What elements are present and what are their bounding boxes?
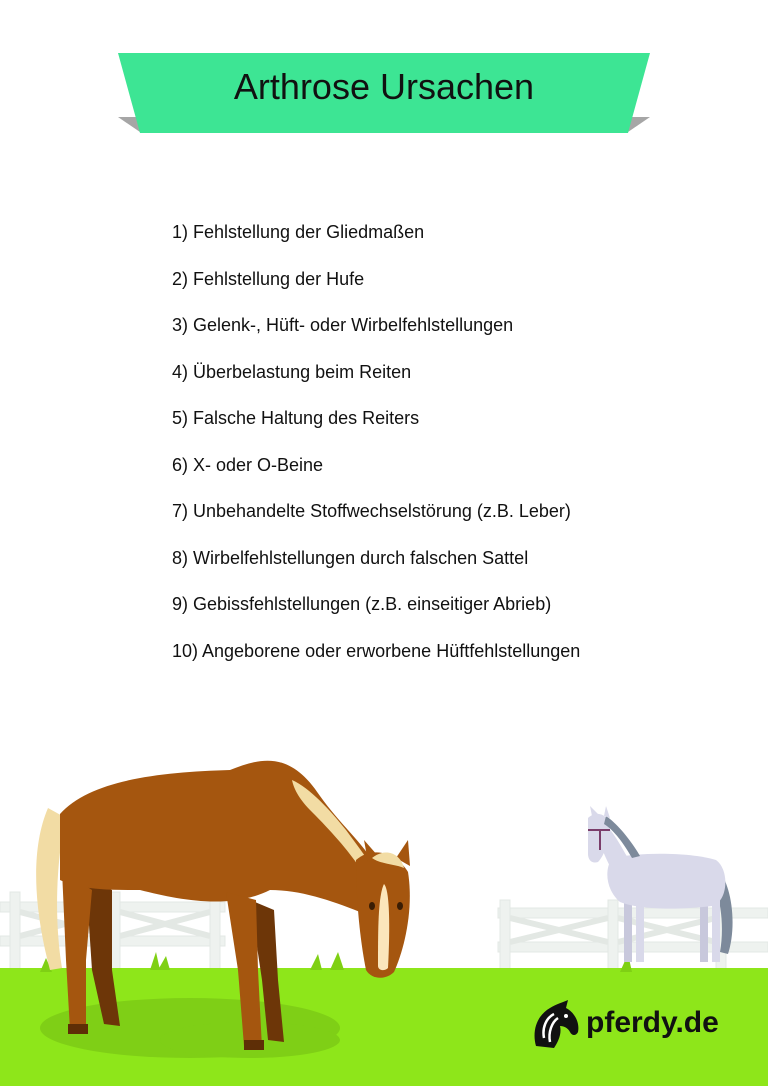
list-item: 2) Fehlstellung der Hufe xyxy=(172,268,365,289)
list-item: 10) Angeborene oder erworbene Hüftfehlstellungen xyxy=(172,640,581,661)
list-item: 7) Unbehandelte Stoffwechselstörung (z.B. Leber) xyxy=(172,501,571,521)
causes-list xyxy=(172,218,580,683)
list-item: 8) Wirbelfehlstellungen durch falschen Sattel xyxy=(172,547,529,568)
list-item: 5) Falsche Haltung des Reiters xyxy=(172,408,420,428)
list-item: 1) Fehlstellung der Gliedmaßen xyxy=(172,222,425,242)
list-item: 9) Gebissfehlstellungen (z.B. einseitiger Abrieb) xyxy=(172,594,552,614)
fence-left xyxy=(0,892,225,972)
page-title: Arthrose Ursachen xyxy=(233,66,535,107)
logo-text: pferdy.de xyxy=(586,1006,719,1039)
horse-head-icon xyxy=(528,998,584,1054)
pferdy-logo xyxy=(528,998,728,1054)
list-item: 6) X- oder O-Beine xyxy=(172,454,324,475)
list-item: 3) Gelenk-, Hüft- oder Wirbelfehlstellungen xyxy=(172,315,514,335)
list-item: 4) Überbelastung beim Reiten xyxy=(172,361,412,382)
title-banner xyxy=(0,0,768,140)
